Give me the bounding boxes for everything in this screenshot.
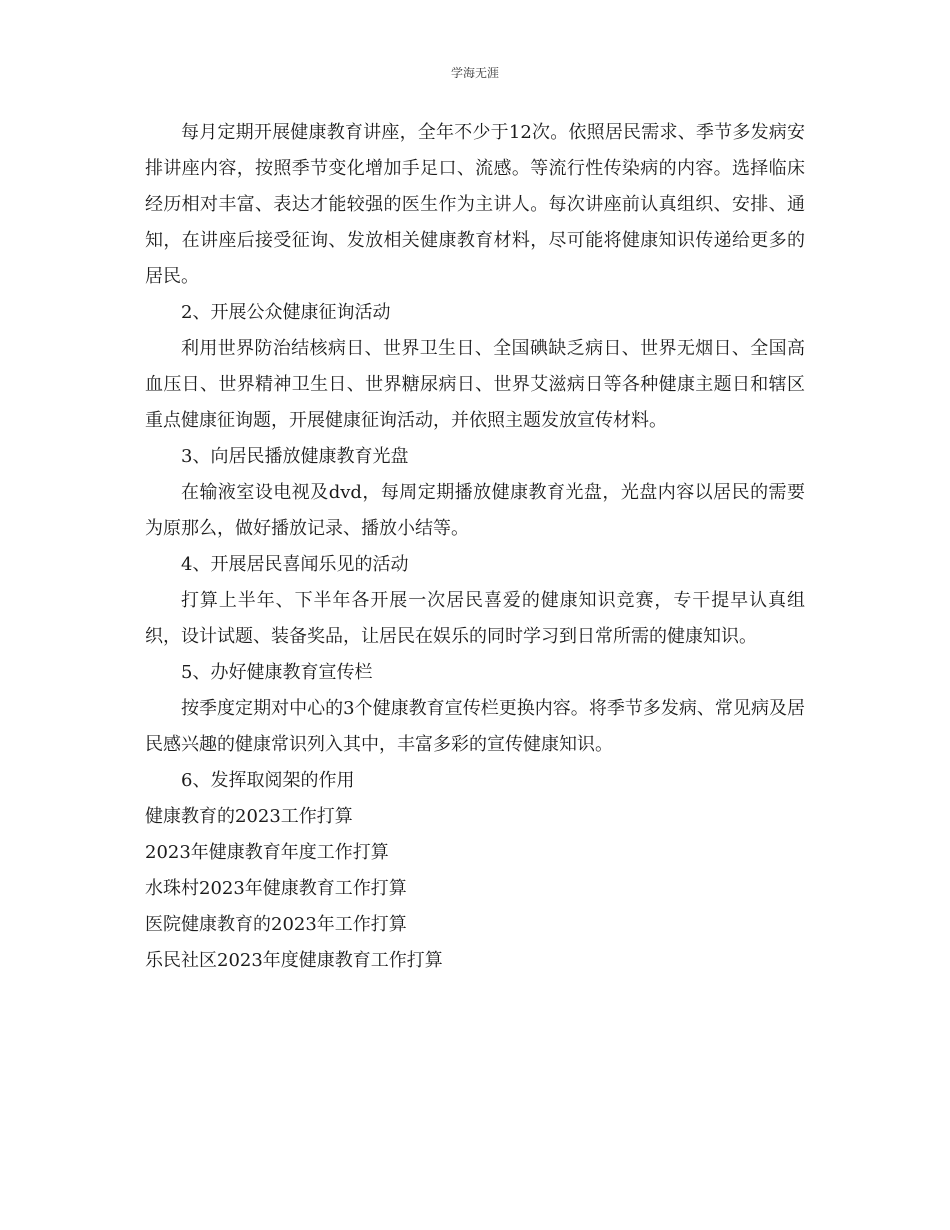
intro-paragraph: 每月定期开展健康教育讲座，全年不少于12次。依照居民需求、季节多发病安排讲座内容，按照季节变化增加手足口、流感。等流行性传染病的内容。选择临床经历相对丰富、表达才能较强的医生作为主讲人。每次讲座前认真组织、安排、通知，在讲座后接受征询、发放相关健康教育材料，尽可能将健康知识传递给更多的居民。 — [145, 122, 805, 287]
related-link[interactable]: 健康教育的2023工作打算 — [145, 806, 353, 827]
related-link[interactable]: 2023年健康教育年度工作打算 — [145, 842, 389, 863]
related-link[interactable]: 乐民社区2023年度健康教育工作打算 — [145, 950, 443, 971]
section-text-2: 利用世界防治结核病日、世界卫生日、全国碘缺乏病日、世界无烟日、全国高血压日、世界精神卫生日、世界糖尿病日、世界艾滋病日等各种健康主题日和辖区重点健康征询题，开展健康征询活动，并依照主题发放宣传材料。 — [145, 338, 805, 431]
section-heading-5: 5、办好健康教育宣传栏 — [181, 662, 373, 683]
document-body — [145, 115, 805, 979]
page-header: 学海无涯 — [450, 66, 499, 80]
related-links-list — [145, 799, 805, 979]
section-heading-4: 4、开展居民喜闻乐见的活动 — [181, 554, 409, 575]
section-heading-2: 2、开展公众健康征询活动 — [181, 302, 391, 323]
related-link[interactable]: 水珠村2023年健康教育工作打算 — [145, 878, 407, 899]
section-heading-3: 3、向居民播放健康教育光盘 — [181, 446, 409, 467]
section-heading-6: 6、发挥取阅架的作用 — [181, 770, 355, 791]
section-text-3: 在输液室设电视及dvd，每周定期播放健康教育光盘，光盘内容以居民的需要为原那么，做好播放记录、播放小结等。 — [145, 482, 805, 539]
section-text-4: 打算上半年、下半年各开展一次居民喜爱的健康知识竞赛，专干提早认真组织，设计试题、装备奖品，让居民在娱乐的同时学习到日常所需的健康知识。 — [145, 590, 805, 647]
related-link[interactable]: 医院健康教育的2023年工作打算 — [145, 914, 407, 935]
section-text-5: 按季度定期对中心的3个健康教育宣传栏更换内容。将季节多发病、常见病及居民感兴趣的健康常识列入其中，丰富多彩的宣传健康知识。 — [145, 698, 805, 755]
